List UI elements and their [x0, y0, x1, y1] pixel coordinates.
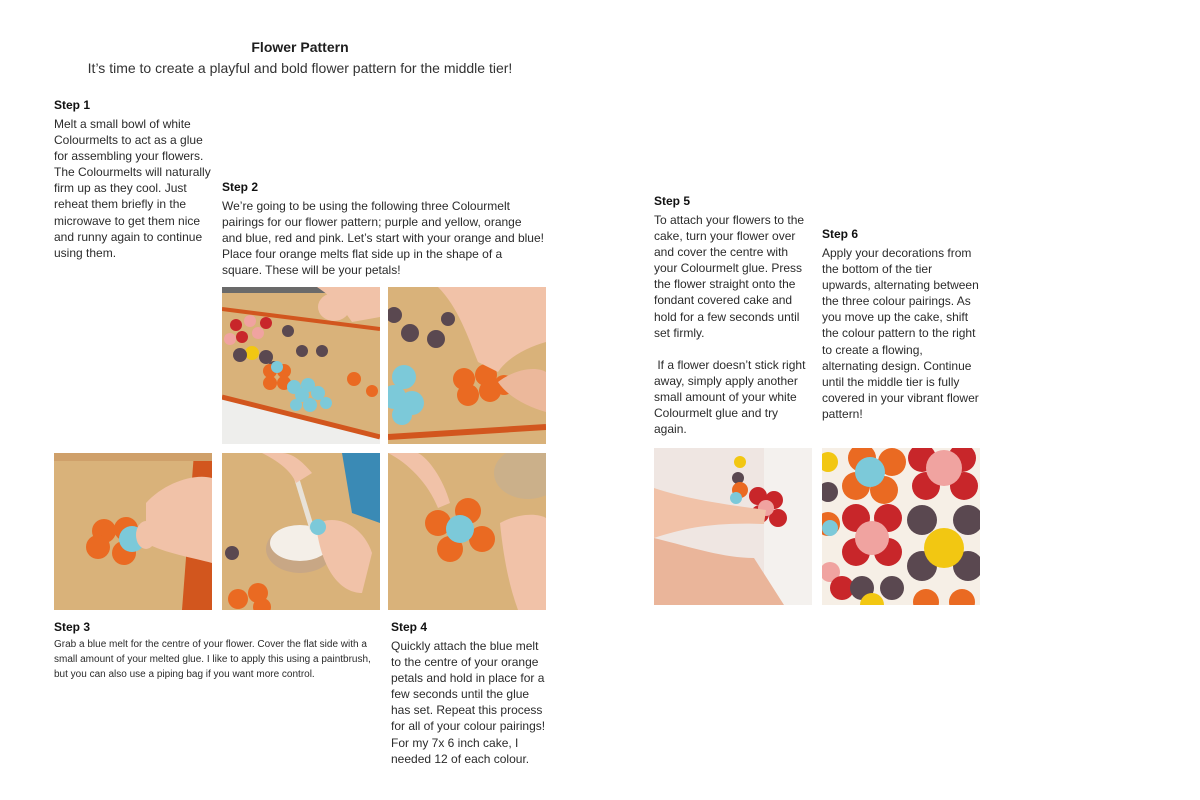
photo-step2-petal-layout: [222, 287, 380, 444]
step-5: [654, 194, 814, 437]
photo-step5-attach-to-cake: [654, 448, 812, 605]
step-6-text: Apply your decorations from the bottom of the tier upwards, alternating between the three colour pairings. As you move up the cake, shift the colour pattern to the right to create a flowing, alternating design. Continue until the middle tier is fully covered in your vibrant flower pattern!: [822, 246, 979, 421]
step-6-heading: Step 6: [822, 227, 859, 241]
step-6: [822, 227, 982, 422]
step-4-text: Quickly attach the blue melt to the centre of your orange petals and hold in place for a few seconds until the glue has set. Repeat this process for all of your colour pairings! For my 7x 6 inch cake, I needed 12 of each colour.: [391, 639, 546, 766]
step-5-text-extra: If a flower doesn’t stick right away, simply apply another small amount of your white Colourmelt glue and try again.: [654, 357, 809, 437]
step-1-text: Melt a small bowl of white Colourmelts to act as a glue for assembling your flowers. The Colourmelts will naturally firm up as they cool. Just reheat them briefly in the microwave to get them nice and runny again to continue using them.: [54, 117, 211, 260]
step-2-heading: Step 2: [222, 180, 259, 194]
photo-step3-paintbrush-glue: [222, 453, 380, 610]
step-3-heading: Step 3: [54, 620, 91, 634]
photo-step3-blue-melt: [54, 453, 212, 610]
step-4: [391, 620, 547, 767]
photo-step6-decorated-tier: [822, 448, 980, 605]
page-title: Flower Pattern: [251, 39, 349, 55]
step-4-heading: Step 4: [391, 620, 428, 634]
step-5-heading: Step 5: [654, 194, 691, 208]
step-3-text: Grab a blue melt for the centre of your flower. Cover the flat side with a small amount of your melted glue. I like to apply this using a paintbrush, but you can also use a piping bag if you want more control.: [54, 639, 371, 680]
step-1-heading: Step 1: [54, 98, 91, 112]
step-2: [222, 180, 544, 278]
step-1: [54, 98, 216, 261]
step-2-text: We’re going to be using the following three Colourmelt pairings for our flower pattern; purple and yellow, orange and blue, red and pink. Let’s start with your orange and blue! Place four orange melts flat side up in the shape of a square. These will be your petals!: [222, 199, 544, 278]
page-subtitle: It’s time to create a playful and bold flower pattern for the middle tier!: [87, 60, 513, 76]
photo-step2-hand-petals: [388, 287, 546, 444]
step-5-text: To attach your flowers to the cake, turn your flower over and cover the centre with your Colourmelt glue. Press the flower straight onto the fondant covered cake and hold for a few seconds until set firmly.: [654, 213, 805, 340]
photo-step4-attach-centre: [388, 453, 546, 610]
step-3: [54, 620, 386, 682]
